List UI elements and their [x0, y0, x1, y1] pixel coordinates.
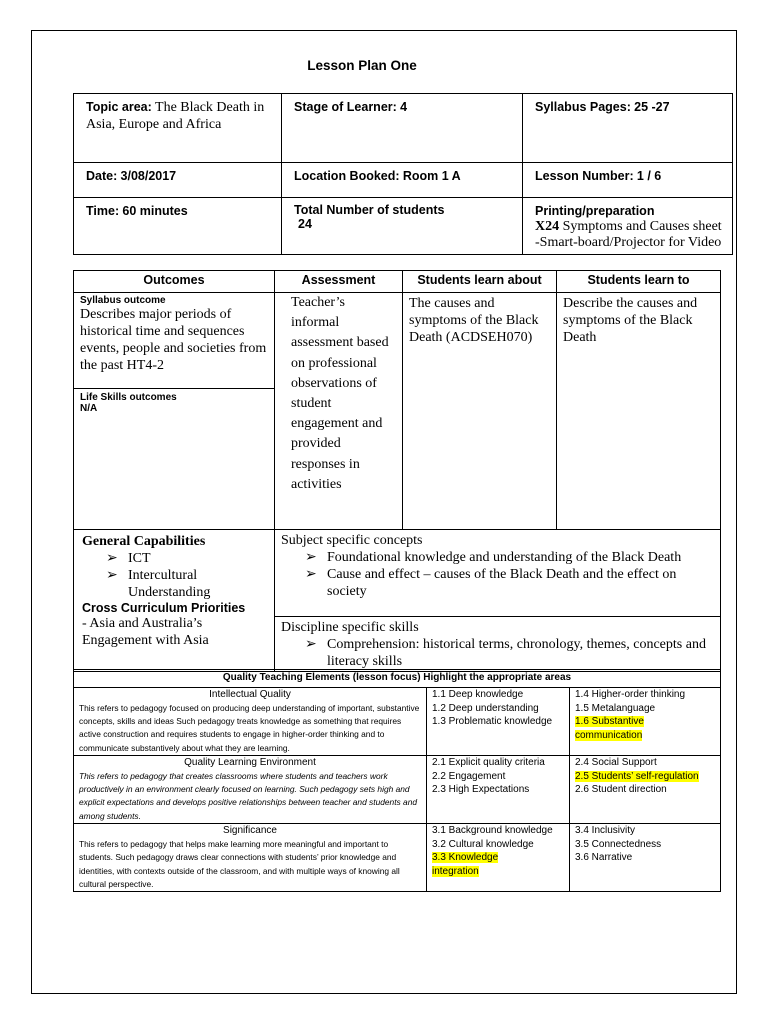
life-skills-label: Life Skills outcomes — [80, 392, 177, 403]
life-skills-box — [74, 389, 274, 414]
subject-concepts-label: Subject specific concepts — [281, 533, 423, 548]
arrow-bullet-icon: ➢ — [305, 637, 317, 652]
date-cell — [74, 163, 282, 198]
students-cell — [282, 198, 523, 255]
topic-value: The Black Death in Asia, Europe and Africa — [86, 100, 265, 132]
printing-line-1: Symptoms and Causes sheet — [562, 219, 722, 234]
quality-item: 3.1 Background knowledge — [432, 825, 553, 837]
lesson-number-cell — [523, 163, 733, 198]
printing-quantity: X24 — [535, 219, 560, 234]
col-header-outcomes: Outcomes — [74, 271, 275, 293]
time-cell — [74, 198, 282, 255]
time-value: 60 minutes — [122, 204, 188, 218]
printing-line-2: -Smart-board/Projector for Video — [535, 235, 722, 250]
time-label: Time: — [86, 204, 120, 218]
discipline-skills-cell — [275, 617, 721, 672]
quality-items-col2 — [570, 688, 721, 756]
capabilities-cell — [74, 530, 275, 672]
ccp-value: - Asia and Australia’s Engagement with Asia — [82, 616, 209, 648]
col-header-learn-about: Students learn about — [403, 271, 557, 293]
col-header-learn-to: Students learn to — [557, 271, 721, 293]
quality-item: 2.6 Student direction — [575, 784, 667, 796]
students-label: Total Number of students — [294, 203, 445, 217]
syllabus-label: Syllabus Pages: — [535, 100, 631, 114]
quality-item: 3.5 Connectedness — [575, 838, 662, 850]
quality-element-desc: This refers to pedagogy focused on producing deep understanding of important, substantive concepts, skills and ideas Such pedagogy treats knowledge as something that requires active construction and requires students to engage in higher-order thinking and to communicate substantively about what they are learning. — [79, 702, 420, 753]
ccp-label: Cross Curriculum Priorities — [82, 601, 246, 615]
location-cell — [282, 163, 523, 198]
stage-value: 4 — [400, 100, 408, 114]
assessment-cell — [275, 293, 403, 530]
quality-element-name: Intellectual Quality — [209, 689, 291, 700]
general-capabilities-list — [82, 550, 270, 601]
quality-items-col1 — [427, 756, 570, 824]
learn-about-cell — [403, 293, 557, 530]
quality-items-col1 — [427, 688, 570, 756]
date-value: 3/08/2017 — [120, 169, 177, 183]
syllabus-cell — [523, 94, 733, 163]
learn-to-text: Describe the causes and symptoms of the Black Death — [563, 296, 698, 345]
stage-label: Stage of Learner: — [294, 100, 397, 114]
page-title: Lesson Plan One — [307, 58, 417, 73]
quality-element-desc: This refers to pedagogy that helps make learning more meaningful and important to students. Such pedagogy draws clear connections with students’ prior knowledge and identities, with contexts outside of the classroom, and with multiple ways of knowing all cultural perspective. — [79, 838, 400, 889]
subject-concepts-list — [281, 549, 716, 600]
syllabus-outcome-text: Describes major periods of historical time and sequences events, people and societies from the past HT4-2 — [80, 307, 267, 373]
lesson-number-label: Lesson Number: — [535, 169, 634, 183]
learn-to-cell — [557, 293, 721, 530]
topic-label: Topic area: — [86, 100, 152, 114]
quality-items-col2 — [570, 824, 721, 892]
quality-items-col2 — [570, 756, 721, 824]
quality-element-cell — [74, 688, 427, 756]
quality-element-desc: This refers to pedagogy that creates classrooms where students and teachers work productively in an environment clearly focused on learning. Such pedagogy sets high and explicit expectations and develops positive relationships between teacher and students and among students. — [79, 770, 418, 821]
quality-item: 1.5 Metalanguage — [575, 702, 656, 714]
quality-item-highlighted: 2.5 Students’ self-regulation — [575, 770, 699, 782]
quality-item: 1.3 Problematic knowledge — [432, 716, 553, 727]
list-item: ➢ Foundational knowledge and understanding of the Black Death — [305, 550, 682, 565]
quality-item: 1.4 Higher-order thinking — [575, 689, 686, 700]
general-capabilities-label: General Capabilities — [82, 534, 206, 549]
quality-item: 1.2 Deep understanding — [432, 702, 539, 714]
printing-label: Printing/preparation — [535, 204, 655, 218]
topic-cell — [74, 94, 282, 163]
quality-item: 3.2 Cultural knowledge — [432, 838, 534, 850]
quality-item: 2.2 Engagement — [432, 770, 506, 782]
quality-item: 2.3 High Expectations — [432, 784, 530, 796]
quality-element-cell — [74, 824, 427, 892]
students-value: 24 — [298, 217, 312, 231]
subject-concepts-cell — [275, 530, 721, 617]
location-value: Room 1 A — [402, 169, 461, 183]
quality-item: 3.4 Inclusivity — [575, 825, 636, 837]
lesson-number-value: 1 / 6 — [636, 169, 662, 183]
arrow-bullet-icon: ➢ — [305, 550, 317, 565]
life-skills-value: N/A — [80, 403, 98, 414]
list-item: ➢ ICT — [106, 551, 151, 566]
arrow-bullet-icon: ➢ — [106, 568, 118, 583]
date-label: Date: — [86, 169, 118, 183]
printing-cell — [523, 198, 733, 255]
assessment-text: Teacher’s informal assessment based on professional observations of student engagement and provided responses in activities — [291, 295, 389, 492]
discipline-skills-list — [281, 636, 716, 670]
quality-teaching-table — [73, 669, 721, 892]
syllabus-value: 25 -27 — [634, 100, 670, 114]
outcomes-cell — [74, 293, 275, 530]
quality-table-title: Quality Teaching Elements (lesson focus) Highlight the appropriate areas — [74, 670, 721, 688]
syllabus-outcome-box — [74, 293, 274, 389]
lesson-header-table — [73, 93, 733, 255]
quality-item-highlighted: 3.3 Knowledge integration — [432, 852, 499, 877]
quality-item-highlighted: 1.6 Substantive communication — [575, 716, 644, 741]
list-item: ➢ Comprehension: historical terms, chronology, themes, concepts and literacy skills — [305, 637, 706, 669]
location-label: Location Booked: — [294, 169, 400, 183]
list-item: ➢ Cause and effect – causes of the Black Death and the effect on society — [305, 567, 677, 599]
quality-item: 3.6 Narrative — [575, 852, 633, 864]
col-header-assessment: Assessment — [275, 271, 403, 293]
arrow-bullet-icon: ➢ — [106, 551, 118, 566]
quality-element-name: Significance — [223, 825, 277, 837]
discipline-skills-label: Discipline specific skills — [281, 620, 419, 635]
syllabus-outcome-label: Syllabus outcome — [80, 295, 166, 306]
quality-element-name: Quality Learning Environment — [184, 757, 316, 769]
arrow-bullet-icon: ➢ — [305, 567, 317, 582]
quality-item: 2.1 Explicit quality criteria — [432, 757, 545, 769]
list-item: ➢ Intercultural Understanding — [106, 568, 211, 600]
quality-item: 1.1 Deep knowledge — [432, 689, 524, 700]
quality-item: 2.4 Social Support — [575, 757, 657, 769]
outcomes-table — [73, 270, 721, 672]
quality-items-col1 — [427, 824, 570, 892]
stage-cell — [282, 94, 523, 163]
learn-about-text: The causes and symptoms of the Black Death (ACDSEH070) — [409, 296, 539, 345]
quality-element-cell — [74, 756, 427, 824]
